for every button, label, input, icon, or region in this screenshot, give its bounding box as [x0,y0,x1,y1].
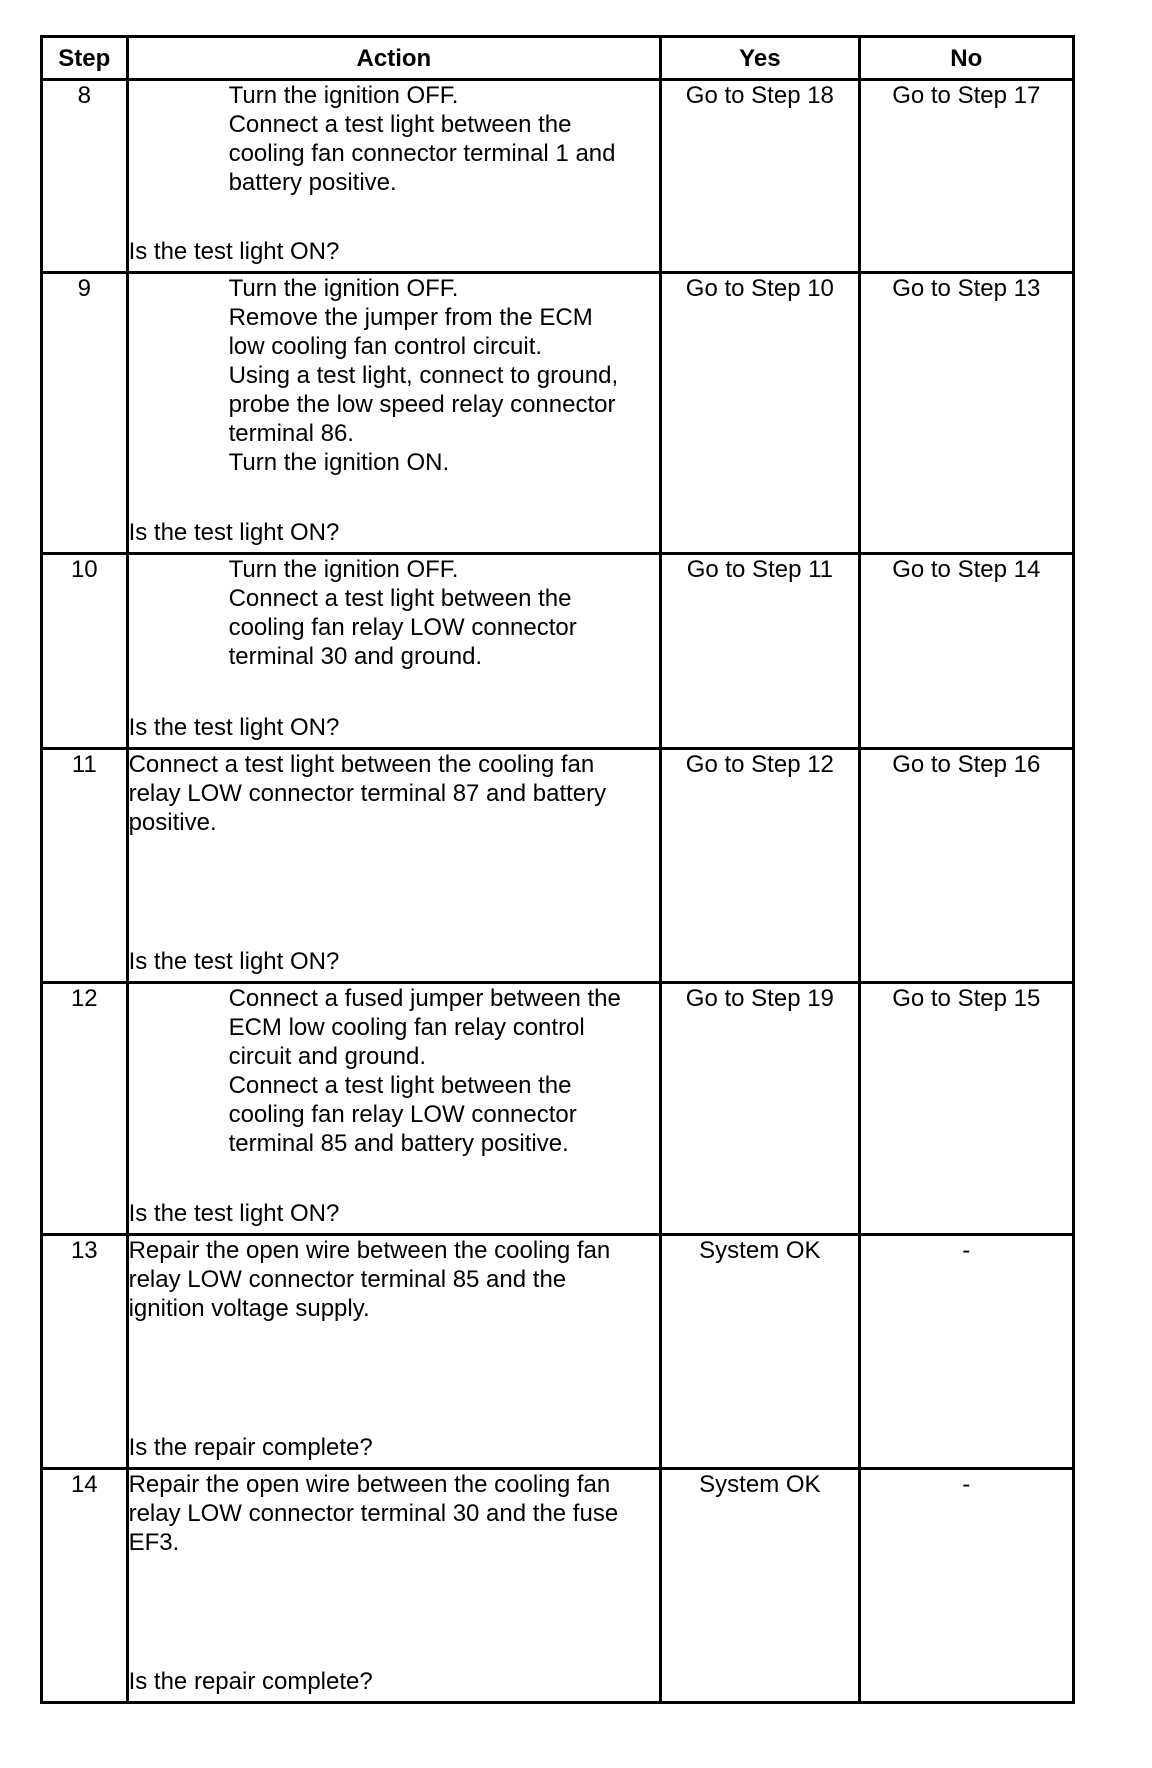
action-line: battery positive. [228,169,397,196]
step-number: 11 [42,749,128,983]
header-no: No [859,37,1073,80]
yes-result: System OK [661,1235,859,1469]
action-cell [127,273,661,554]
yes-result: Go to Step 18 [661,80,859,273]
yes-result: Go to Step 19 [661,983,859,1235]
action-line: Connect a test light between the [228,1072,572,1099]
action-line: Connect a test light between the [228,585,572,612]
action-cell [127,749,661,983]
step-number: 9 [42,273,128,554]
action-line: Repair the open wire between the cooling fan [128,1471,611,1498]
action-line: relay LOW connector terminal 87 and battery [128,780,607,807]
yes-result: Go to Step 12 [661,749,859,983]
action-line: ECM low cooling fan relay control [228,1014,585,1041]
yes-result: System OK [661,1469,859,1703]
table-row [42,1235,1074,1469]
no-result: - [859,1469,1073,1703]
action-line: relay LOW connector terminal 30 and the fuse [128,1500,619,1527]
action-line: terminal 85 and battery positive. [228,1130,569,1157]
table-row [42,983,1074,1235]
action-cell [127,1469,661,1703]
action-line: positive. [128,809,217,836]
no-result: - [859,1235,1073,1469]
no-result: Go to Step 15 [859,983,1073,1235]
action-line: relay LOW connector terminal 85 and the [128,1266,567,1293]
action-line: Remove the jumper from the ECM [228,304,593,331]
no-result: Go to Step 13 [859,273,1073,554]
action-cell [127,983,661,1235]
yes-result: Go to Step 10 [661,273,859,554]
action-question: Is the repair complete? [128,1434,373,1461]
action-line: probe the low speed relay connector [228,391,616,418]
action-instructions [129,1470,660,1557]
step-number: 8 [42,80,128,273]
action-line: terminal 30 and ground. [228,643,483,670]
yes-result: Go to Step 11 [661,554,859,749]
action-instructions [129,1236,660,1323]
diagnostic-table [40,35,1075,1704]
table-row [42,273,1074,554]
action-instructions [129,984,660,1158]
action-instructions [129,750,660,837]
action-cell [127,1235,661,1469]
no-result: Go to Step 16 [859,749,1073,983]
action-instructions [129,274,660,477]
action-line: Turn the ignition OFF. [228,556,459,583]
table-row [42,554,1074,749]
header-step: Step [42,37,128,80]
action-line: low cooling fan control circuit. [228,333,543,360]
action-question: Is the test light ON? [128,1200,340,1227]
action-question: Is the test light ON? [128,238,340,265]
action-line: Turn the ignition OFF. [228,82,459,109]
header-yes: Yes [661,37,859,80]
step-number: 12 [42,983,128,1235]
table-row [42,749,1074,983]
action-line: Connect a test light between the cooling fan [128,751,595,778]
no-result: Go to Step 17 [859,80,1073,273]
action-question: Is the test light ON? [128,714,340,741]
header-row [42,37,1074,80]
step-number: 10 [42,554,128,749]
action-instructions [129,555,660,671]
table-row [42,80,1074,273]
action-line: circuit and ground. [228,1043,427,1070]
step-number: 13 [42,1235,128,1469]
header-action: Action [127,37,661,80]
action-line: cooling fan relay LOW connector [228,1101,577,1128]
action-line: Turn the ignition OFF. [228,275,459,302]
action-line: ignition voltage supply. [128,1295,370,1322]
action-question: Is the test light ON? [128,519,340,546]
no-result: Go to Step 14 [859,554,1073,749]
action-line: EF3. [128,1529,180,1556]
action-cell [127,554,661,749]
action-line: Repair the open wire between the cooling fan [128,1237,611,1264]
action-line: Turn the ignition ON. [228,449,450,476]
action-line: Using a test light, connect to ground, [228,362,619,389]
action-line: Connect a test light between the [228,111,572,138]
action-cell [127,80,661,273]
action-line: cooling fan relay LOW connector [228,614,577,641]
action-question: Is the repair complete? [128,1668,373,1695]
action-question: Is the test light ON? [128,948,340,975]
action-line: cooling fan connector terminal 1 and [228,140,616,167]
action-line: Connect a fused jumper between the [228,985,621,1012]
action-line: terminal 86. [228,420,354,447]
action-instructions [129,81,660,197]
step-number: 14 [42,1469,128,1703]
table-row [42,1469,1074,1703]
